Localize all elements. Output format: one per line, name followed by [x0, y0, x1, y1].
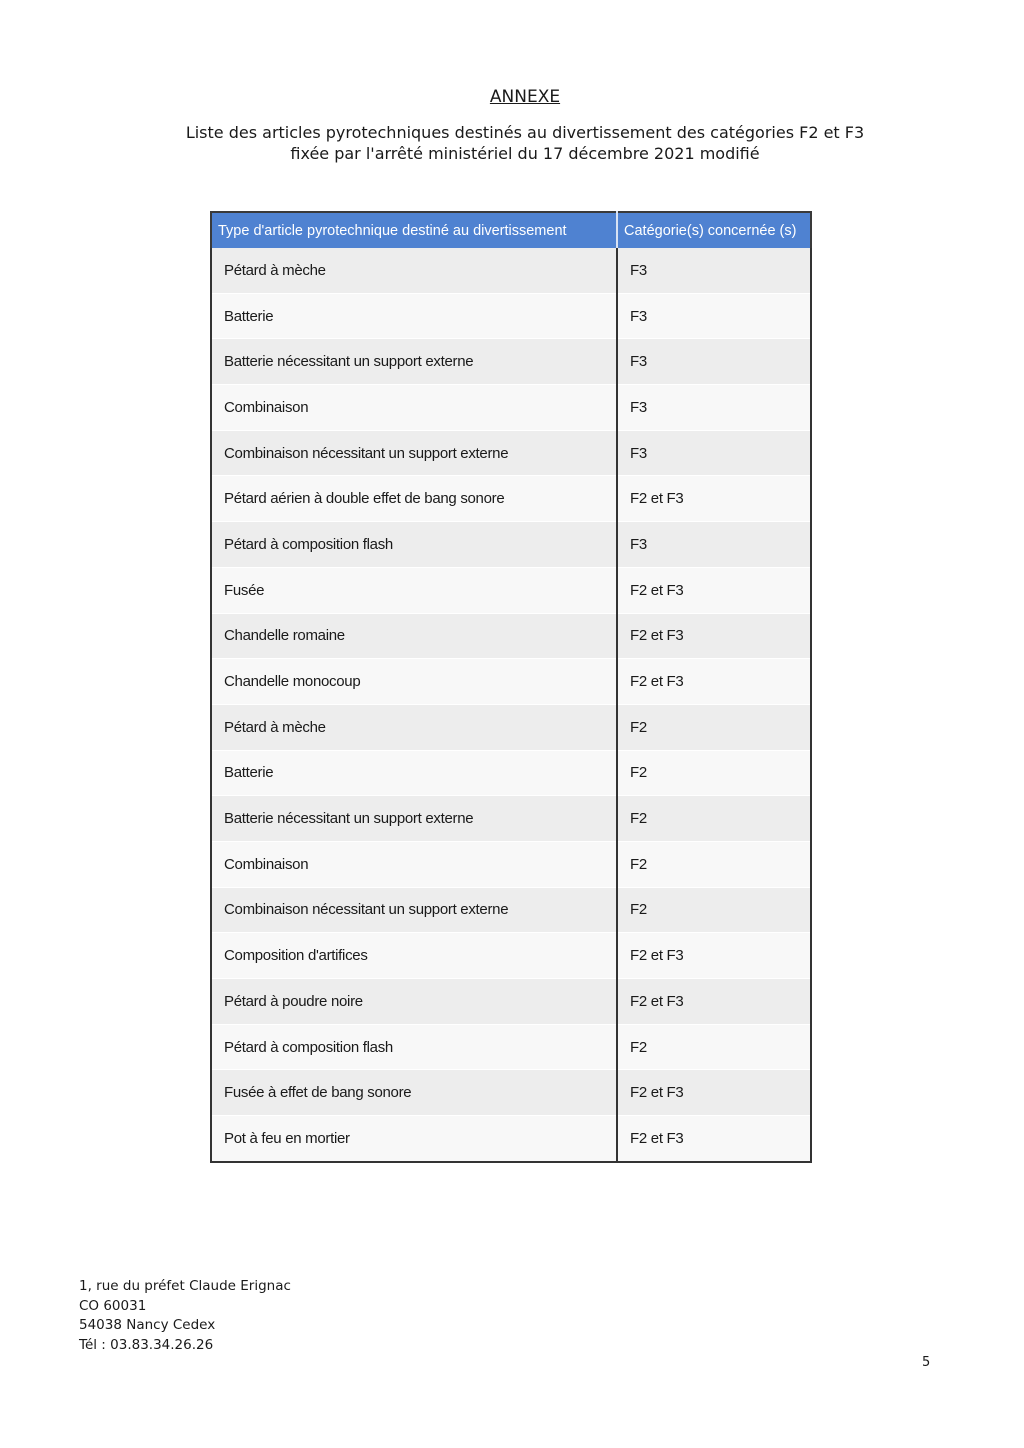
article-type-cell: Combinaison [211, 841, 617, 887]
category-cell: F2 et F3 [617, 613, 811, 659]
table-row [211, 796, 811, 842]
category-cell: F3 [617, 339, 811, 385]
article-type-cell: Chandelle romaine [211, 613, 617, 659]
header-article-type: Type d'article pyrotechnique destiné au divertissement [211, 212, 617, 248]
article-type-cell: Chandelle monocoup [211, 659, 617, 705]
article-type-cell: Pétard à composition flash [211, 522, 617, 568]
subtitle-line-1: Liste des articles pyrotechniques destinés au divertissement des catégories F2 et F3 [185, 123, 865, 142]
page-number: 5 [922, 1355, 931, 1370]
category-cell: F2 et F3 [617, 933, 811, 979]
category-cell: F2 et F3 [617, 1070, 811, 1116]
article-type-cell: Pétard à composition flash [211, 1024, 617, 1070]
table-row [211, 841, 811, 887]
address-block [79, 1277, 291, 1355]
table-row [211, 1070, 811, 1116]
category-cell: F2 [617, 1024, 811, 1070]
table-row [211, 430, 811, 476]
table-row [211, 750, 811, 796]
table-row [211, 339, 811, 385]
article-type-cell: Batterie nécessitant un support externe [211, 796, 617, 842]
table-row [211, 704, 811, 750]
article-type-cell: Pétard à mèche [211, 704, 617, 750]
article-type-cell: Pétard à mèche [211, 248, 617, 293]
article-type-cell: Pot à feu en mortier [211, 1116, 617, 1162]
article-type-cell: Batterie [211, 750, 617, 796]
table-row [211, 522, 811, 568]
category-cell: F3 [617, 522, 811, 568]
category-cell: F3 [617, 385, 811, 431]
table-row [211, 567, 811, 613]
header-category: Catégorie(s) concernée (s) [617, 212, 811, 248]
table-header-row [211, 212, 811, 248]
article-type-cell: Composition d'artifices [211, 933, 617, 979]
category-cell: F2 [617, 704, 811, 750]
table-row [211, 887, 811, 933]
article-type-cell: Pétard aérien à double effet de bang sonore [211, 476, 617, 522]
table-row [211, 979, 811, 1025]
category-cell: F2 [617, 750, 811, 796]
article-type-cell: Combinaison nécessitant un support externe [211, 430, 617, 476]
pyrotechnic-articles-table [210, 211, 812, 1163]
article-type-cell: Combinaison [211, 385, 617, 431]
table-row [211, 293, 811, 339]
table-row [211, 1116, 811, 1162]
address-line: CO 60031 [79, 1297, 147, 1314]
category-cell: F2 et F3 [617, 567, 811, 613]
table-row [211, 476, 811, 522]
address-line: 54038 Nancy Cedex [79, 1317, 216, 1333]
article-type-cell: Combinaison nécessitant un support externe [211, 887, 617, 933]
category-cell: F2 et F3 [617, 1116, 811, 1162]
article-type-cell: Fusée [211, 567, 617, 613]
annex-title: ANNEXE [489, 87, 561, 107]
article-type-cell: Batterie nécessitant un support externe [211, 339, 617, 385]
category-cell: F2 [617, 887, 811, 933]
table-row [211, 385, 811, 431]
phone-line: Tél : 03.83.34.26.26 [79, 1336, 214, 1353]
table-row [211, 933, 811, 979]
category-cell: F2 [617, 796, 811, 842]
category-cell: F2 et F3 [617, 979, 811, 1025]
category-cell: F3 [617, 248, 811, 293]
article-type-cell: Pétard à poudre noire [211, 979, 617, 1025]
table-row [211, 248, 811, 293]
address-line: 1, rue du préfet Claude Erignac [79, 1278, 291, 1294]
article-type-cell: Fusée à effet de bang sonore [211, 1070, 617, 1116]
category-cell: F2 et F3 [617, 659, 811, 705]
table-row [211, 1024, 811, 1070]
category-cell: F2 et F3 [617, 476, 811, 522]
category-cell: F3 [617, 430, 811, 476]
category-cell: F2 [617, 841, 811, 887]
subtitle-line-2: fixée par l'arrêté ministériel du 17 décembre 2021 modifié [290, 144, 760, 163]
table-row [211, 613, 811, 659]
annex-subtitle [0, 122, 1024, 164]
category-cell: F3 [617, 293, 811, 339]
article-type-cell: Batterie [211, 293, 617, 339]
table-row [211, 659, 811, 705]
